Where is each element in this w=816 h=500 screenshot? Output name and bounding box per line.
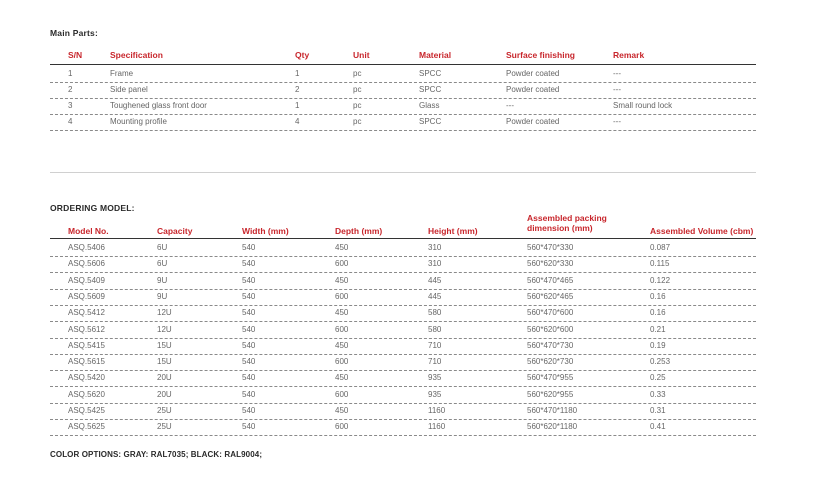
ordering-cell: ASQ.5406	[68, 243, 105, 252]
main-parts-cell: 2	[68, 85, 73, 94]
ordering-cell: 540	[242, 243, 256, 252]
ordering-cell: 540	[242, 422, 256, 432]
ordering-cell: 600	[335, 357, 349, 367]
ordering-cell: 560*620*465	[527, 291, 574, 301]
ordering-table-row	[50, 322, 756, 339]
ordering-table-row	[50, 240, 756, 257]
ordering-cell: ASQ.5420	[68, 373, 105, 383]
ordering-cell: 20U	[157, 389, 172, 399]
ordering-cell: 560*620*1180	[527, 422, 578, 432]
ordering-cell: 1160	[428, 422, 446, 432]
ordering-cell: 450	[335, 406, 349, 415]
main-parts-cell: 3	[68, 101, 73, 110]
ordering-cell: 560*470*730	[527, 340, 574, 350]
ordering-cell: 25U	[157, 406, 172, 415]
main-parts-cell: SPCC	[419, 117, 442, 126]
ordering-cell: 450	[335, 340, 349, 350]
ordering-cell: 560*470*955	[527, 373, 574, 383]
ordering-cell: 0.087	[650, 243, 671, 252]
ordering-cell: 560*620*730	[527, 357, 574, 367]
ordering-table-row	[50, 419, 756, 436]
ordering-cell: 540	[242, 324, 256, 334]
ordering-cell: 0.16	[650, 291, 666, 301]
ordering-cell: 540	[242, 373, 256, 383]
ordering-header-rule	[50, 238, 756, 239]
main-parts-col-header: Qty	[295, 50, 310, 60]
main-parts-cell: 1	[68, 69, 73, 78]
ordering-cell: 445	[428, 291, 442, 301]
ordering-cell: 600	[335, 324, 349, 334]
ordering-col-header: Model No.	[68, 226, 109, 236]
main-parts-cell: Powder coated	[506, 117, 560, 126]
ordering-cell: 310	[428, 243, 442, 252]
ordering-table-row	[50, 387, 756, 404]
main-parts-col-header: Remark	[613, 50, 645, 60]
main-parts-cell: ---	[613, 85, 621, 94]
ordering-cell: 15U	[157, 340, 172, 350]
ordering-cell: ASQ.5609	[68, 291, 105, 301]
ordering-cell: ASQ.5606	[68, 259, 105, 269]
ordering-cell: 540	[242, 291, 256, 301]
ordering-cell: 710	[428, 340, 442, 350]
ordering-cell: 540	[242, 357, 256, 367]
ordering-cell: 560*470*465	[527, 275, 574, 285]
ordering-cell: 935	[428, 389, 442, 399]
main-parts-cell: SPCC	[419, 85, 442, 94]
main-parts-header-rule	[50, 64, 756, 65]
main-parts-table-row	[50, 66, 756, 83]
ordering-cell: 0.41	[650, 422, 666, 432]
ordering-cell: 12U	[157, 324, 172, 334]
ordering-cell: 540	[242, 389, 256, 399]
ordering-cell: 600	[335, 389, 349, 399]
main-parts-title: Main Parts:	[50, 28, 99, 38]
ordering-cell: 0.16	[650, 308, 666, 318]
ordering-cell: 540	[242, 406, 256, 415]
ordering-col-header: Height (mm)	[428, 226, 478, 236]
ordering-cell: 450	[335, 373, 349, 383]
ordering-cell: 600	[335, 259, 349, 269]
ordering-cell: 580	[428, 308, 442, 318]
main-parts-cell: ---	[613, 117, 621, 126]
ordering-cell: 450	[335, 308, 349, 318]
ordering-cell: 560*470*330	[527, 243, 574, 252]
ordering-cell: ASQ.5615	[68, 357, 105, 367]
ordering-table-row	[50, 273, 756, 290]
ordering-cell: ASQ.5612	[68, 324, 105, 334]
ordering-cell: 0.21	[650, 324, 666, 334]
ordering-cell: 540	[242, 308, 256, 318]
ordering-cell: 450	[335, 243, 349, 252]
ordering-table-row	[50, 354, 756, 371]
main-parts-cell: Small round lock	[613, 101, 673, 110]
ordering-cell: 0.115	[650, 259, 670, 269]
ordering-cell: ASQ.5425	[68, 406, 105, 415]
ordering-cell: 310	[428, 259, 442, 269]
ordering-col-header: Width (mm)	[242, 226, 289, 236]
main-parts-cell: ---	[613, 69, 621, 78]
main-parts-cell: pc	[353, 117, 362, 126]
ordering-cell: 6U	[157, 243, 168, 252]
ordering-cell: 580	[428, 324, 442, 334]
ordering-cell: 560*470*600	[527, 308, 574, 318]
ordering-col-header: Assembled packing dimension (mm)	[527, 213, 607, 233]
main-parts-cell: Glass	[419, 101, 440, 110]
ordering-table-row	[50, 370, 756, 387]
ordering-cell: 25U	[157, 422, 172, 432]
ordering-cell: 540	[242, 259, 256, 269]
main-parts-col-header: Specification	[110, 50, 163, 60]
main-parts-col-header: Material	[419, 50, 452, 60]
main-parts-cell: Side panel	[110, 85, 148, 94]
main-parts-cell: pc	[353, 101, 362, 110]
ordering-cell: 0.25	[650, 373, 666, 383]
ordering-table-row	[50, 305, 756, 322]
ordering-cell: 710	[428, 357, 442, 367]
main-parts-table-row	[50, 114, 756, 131]
main-parts-cell: pc	[353, 85, 362, 94]
ordering-col-header: Capacity	[157, 226, 193, 236]
main-parts-cell: ---	[506, 101, 514, 110]
ordering-cell: 540	[242, 275, 256, 285]
ordering-cell: 20U	[157, 373, 172, 383]
ordering-cell: 9U	[157, 291, 168, 301]
ordering-cell: 540	[242, 340, 256, 350]
main-parts-cell: Toughened glass front door	[110, 101, 207, 110]
ordering-cell: ASQ.5415	[68, 340, 105, 350]
ordering-cell: 15U	[157, 357, 172, 367]
main-parts-cell: SPCC	[419, 69, 442, 78]
ordering-cell: 600	[335, 422, 349, 432]
ordering-cell: 9U	[157, 275, 168, 285]
ordering-title: ORDERING MODEL:	[50, 203, 135, 213]
ordering-cell: ASQ.5409	[68, 275, 105, 285]
main-parts-col-header: Surface finishing	[506, 50, 575, 60]
ordering-col-header: Assembled Volume (cbm)	[650, 226, 754, 236]
ordering-table-row	[50, 403, 756, 420]
ordering-cell: 450	[335, 275, 349, 285]
ordering-cell: ASQ.5625	[68, 422, 105, 432]
main-parts-table-row	[50, 98, 756, 115]
ordering-cell: 935	[428, 373, 442, 383]
ordering-cell: 0.122	[650, 275, 671, 285]
ordering-cell: ASQ.5412	[68, 308, 105, 318]
ordering-cell: 0.253	[650, 357, 671, 367]
ordering-table-row	[50, 289, 756, 306]
main-parts-col-header: S/N	[68, 50, 83, 60]
main-parts-cell: 4	[68, 117, 73, 126]
main-parts-cell: Powder coated	[506, 69, 560, 78]
main-parts-col-header: Unit	[353, 50, 370, 60]
ordering-table-row	[50, 338, 756, 355]
ordering-cell: 560*620*955	[527, 389, 574, 399]
main-parts-cell: Frame	[110, 69, 134, 78]
section-divider	[50, 172, 756, 173]
main-parts-cell: pc	[353, 69, 362, 78]
ordering-cell: ASQ.5620	[68, 389, 105, 399]
main-parts-cell: 1	[295, 101, 300, 110]
ordering-cell: 12U	[157, 308, 172, 318]
ordering-cell: 560*470*1180	[527, 406, 578, 415]
ordering-cell: 560*620*600	[527, 324, 574, 334]
ordering-cell: 0.31	[650, 406, 666, 415]
main-parts-cell: Mounting profile	[110, 117, 167, 126]
ordering-table-row	[50, 256, 756, 273]
ordering-cell: 560*620*330	[527, 259, 574, 269]
ordering-col-header: Depth (mm)	[335, 226, 383, 236]
ordering-cell: 6U	[157, 259, 168, 269]
ordering-cell: 0.33	[650, 389, 666, 399]
main-parts-cell: 2	[295, 85, 300, 94]
ordering-cell: 600	[335, 291, 349, 301]
main-parts-cell: 4	[295, 117, 300, 126]
ordering-cell: 445	[428, 275, 442, 285]
ordering-cell: 0.19	[650, 340, 666, 350]
main-parts-cell: 1	[295, 69, 300, 78]
color-options-note: COLOR OPTIONS: GRAY: RAL7035; BLACK: RAL9004;	[50, 450, 263, 459]
main-parts-cell: Powder coated	[506, 85, 560, 94]
ordering-cell: 1160	[428, 406, 446, 415]
main-parts-table-row	[50, 82, 756, 99]
